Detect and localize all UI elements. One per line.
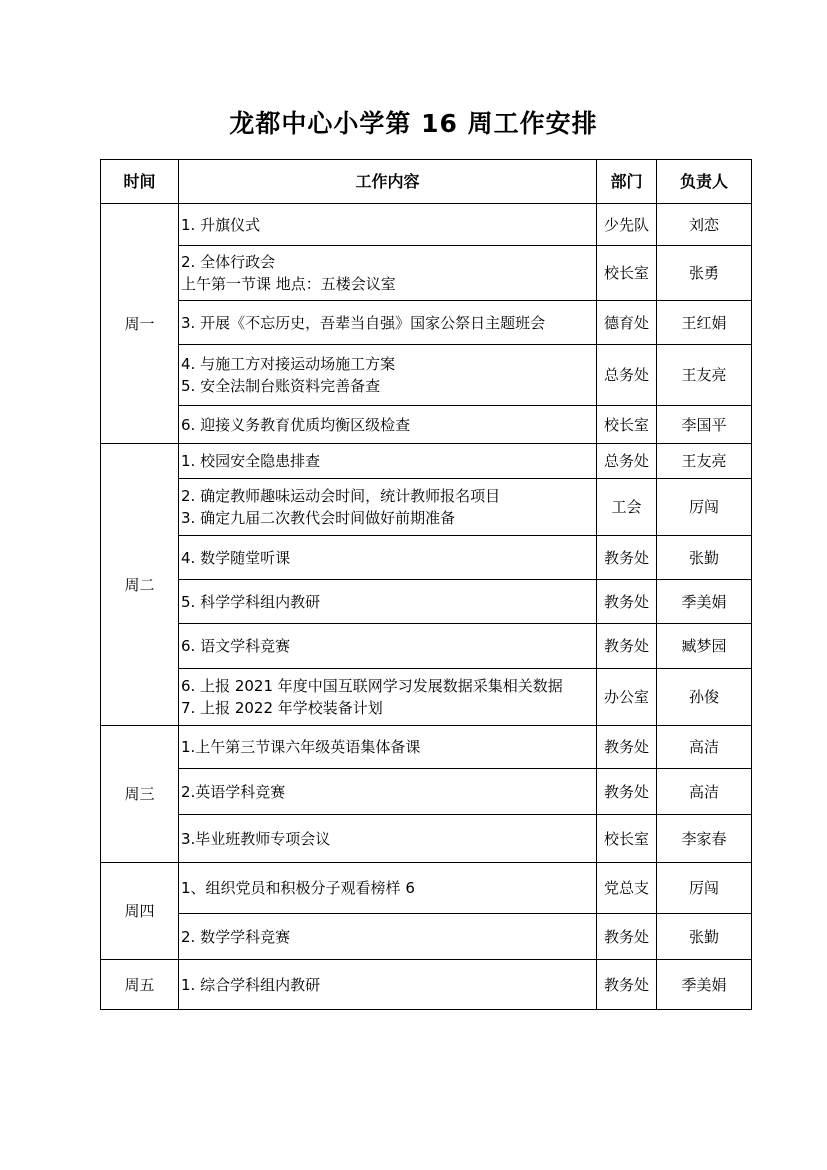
task-line: 6. 语文学科竞赛 [181, 637, 291, 655]
dept-cell: 教务处 [597, 914, 657, 960]
dept-cell: 教务处 [597, 580, 657, 624]
task-cell [179, 669, 597, 726]
owner-cell: 厉闯 [657, 863, 752, 914]
dept-cell: 教务处 [597, 960, 657, 1010]
task-cell [179, 345, 597, 406]
header-time: 时间 [101, 160, 179, 204]
table-row [101, 204, 752, 246]
task-line: 1. 升旗仪式 [181, 215, 261, 234]
schedule-table [100, 159, 752, 1010]
task-cell [179, 815, 597, 863]
dept-cell: 总务处 [597, 444, 657, 479]
table-row [101, 406, 752, 444]
task-line: 1.上午第三节课六年级英语集体备课 [181, 738, 421, 756]
dept-cell: 工会 [597, 479, 657, 536]
dept-cell: 教务处 [597, 769, 657, 815]
task-line: 4. 数学随堂听课 [181, 548, 291, 567]
dept-cell: 党总支 [597, 863, 657, 914]
owner-cell: 季美娟 [657, 960, 752, 1010]
page-title: 龙都中心小学第 16 周工作安排 [229, 109, 598, 138]
task-line: 3. 开展《不忘历史，吾辈当自强》国家公祭日主题班会 [181, 313, 546, 332]
dept-cell: 校长室 [597, 246, 657, 301]
table-row [101, 624, 752, 669]
task-cell [179, 580, 597, 624]
task-cell [179, 863, 597, 914]
owner-cell: 李国平 [657, 406, 752, 444]
dept-cell: 德育处 [597, 301, 657, 345]
table-row [101, 301, 752, 345]
table-row [101, 669, 752, 726]
owner-cell: 张勤 [657, 914, 752, 960]
header-dept: 部门 [597, 160, 657, 204]
task-line: 1. 综合学科组内教研 [181, 975, 321, 994]
header-content: 工作内容 [179, 160, 597, 204]
task-cell [179, 536, 597, 580]
table-row [101, 726, 752, 769]
task-cell [179, 769, 597, 815]
owner-cell: 张勇 [657, 246, 752, 301]
task-cell [179, 444, 597, 479]
task-cell [179, 914, 597, 960]
task-line: 3. 确定九届二次教代会时间做好前期准备 [181, 509, 456, 527]
task-cell [179, 301, 597, 345]
day-cell-fri: 周五 [101, 960, 179, 1010]
owner-cell: 李家春 [657, 815, 752, 863]
owner-cell: 季美娟 [657, 580, 752, 624]
table-row [101, 536, 752, 580]
owner-cell: 刘恋 [657, 204, 752, 246]
table-row [101, 444, 752, 479]
owner-cell: 王红娟 [657, 301, 752, 345]
task-cell [179, 726, 597, 769]
table-row [101, 863, 752, 914]
task-cell [179, 960, 597, 1010]
owner-cell: 厉闯 [657, 479, 752, 536]
owner-cell: 王友亮 [657, 444, 752, 479]
header-row [101, 160, 752, 204]
table-row [101, 479, 752, 536]
header-owner: 负责人 [657, 160, 752, 204]
table-row [101, 345, 752, 406]
owner-cell: 高洁 [657, 769, 752, 815]
day-cell-tue: 周二 [101, 444, 179, 726]
dept-cell: 少先队 [597, 204, 657, 246]
task-line: 2. 数学学科竞赛 [181, 927, 291, 946]
task-line: 1、组织党员和积极分子观看榜样 6 [181, 879, 415, 897]
task-line: 7. 上报 2022 年学校装备计划 [181, 699, 383, 717]
table-row [101, 914, 752, 960]
day-cell-mon: 周一 [101, 204, 179, 444]
dept-cell: 办公室 [597, 669, 657, 726]
table-row [101, 580, 752, 624]
day-cell-wed: 周三 [101, 726, 179, 863]
task-line: 5. 安全法制台账资料完善备查 [181, 377, 381, 395]
task-cell [179, 204, 597, 246]
task-line: 2. 全体行政会 [181, 253, 276, 271]
table-row [101, 769, 752, 815]
task-line: 上午第一节课 地点：五楼会议室 [181, 275, 396, 293]
task-line: 5. 科学学科组内教研 [181, 592, 321, 611]
owner-cell: 高洁 [657, 726, 752, 769]
task-line: 4. 与施工方对接运动场施工方案 [181, 355, 396, 373]
owner-cell: 臧梦园 [657, 624, 752, 669]
owner-cell: 孙俊 [657, 669, 752, 726]
day-cell-thu: 周四 [101, 863, 179, 960]
dept-cell: 总务处 [597, 345, 657, 406]
task-cell [179, 246, 597, 301]
table-row [101, 815, 752, 863]
dept-cell: 教务处 [597, 536, 657, 580]
task-line: 2. 确定教师趣味运动会时间，统计教师报名项目 [181, 487, 501, 505]
task-line: 1. 校园安全隐患排查 [181, 452, 321, 470]
task-line: 6. 上报 2021 年度中国互联网学习发展数据采集相关数据 [181, 677, 563, 695]
owner-cell: 王友亮 [657, 345, 752, 406]
task-line: 3.毕业班教师专项会议 [181, 829, 331, 848]
dept-cell: 校长室 [597, 815, 657, 863]
dept-cell: 教务处 [597, 624, 657, 669]
dept-cell: 校长室 [597, 406, 657, 444]
task-line: 6. 迎接义务教育优质均衡区级检查 [181, 415, 411, 434]
task-cell [179, 624, 597, 669]
task-line: 2.英语学科竞赛 [181, 782, 286, 801]
task-cell [179, 479, 597, 536]
task-cell [179, 406, 597, 444]
table-row [101, 960, 752, 1010]
owner-cell: 张勤 [657, 536, 752, 580]
table-row [101, 246, 752, 301]
dept-cell: 教务处 [597, 726, 657, 769]
